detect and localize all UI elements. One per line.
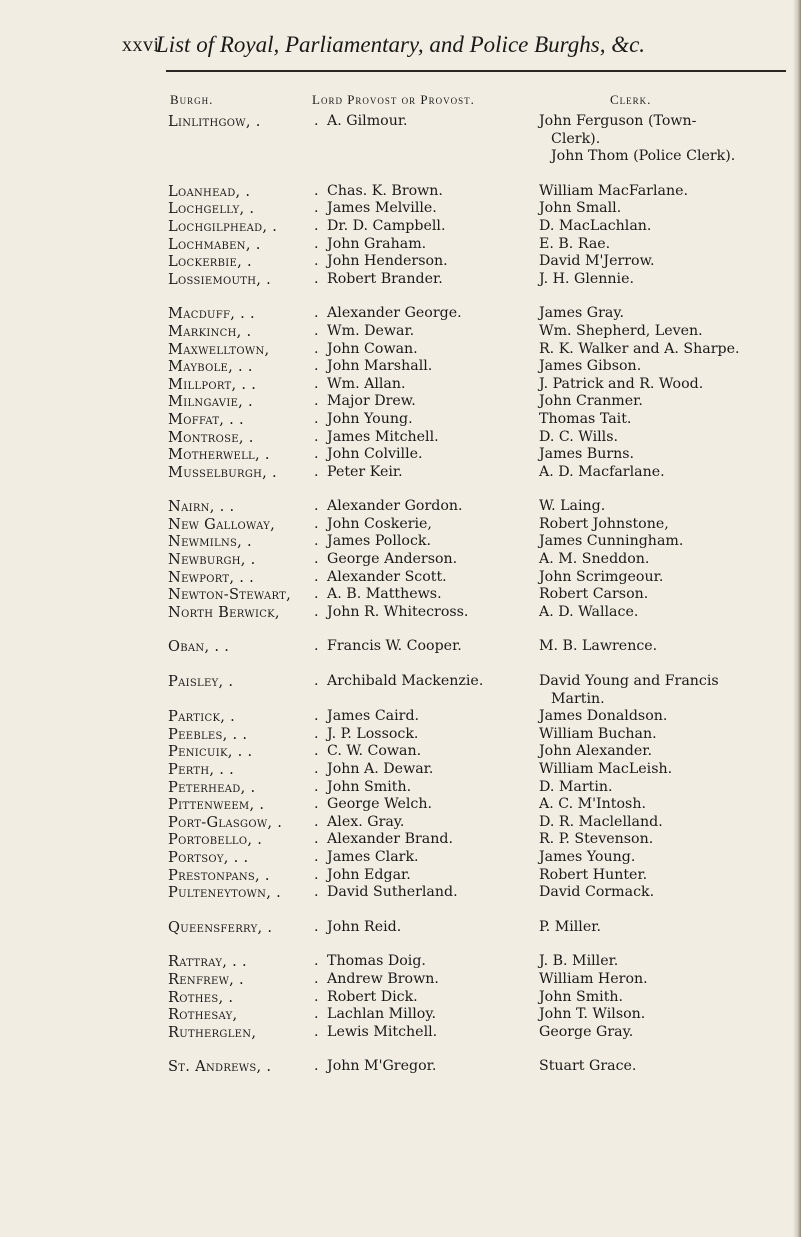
- provost-name: . Robert Brander.: [310, 271, 539, 289]
- table-row: [168, 236, 798, 254]
- burgh-name: Newport, . .: [168, 568, 255, 586]
- clerk-name: John Small.: [539, 200, 622, 217]
- table-row: [168, 1024, 798, 1042]
- clerk-name: Robert Johnstone,: [539, 515, 669, 532]
- table-row: [168, 218, 798, 236]
- clerk-name: James Young.: [539, 848, 636, 865]
- clerk-name: W. Laing.: [539, 498, 606, 515]
- table-row: [168, 989, 798, 1007]
- table-row: [168, 183, 798, 201]
- clerk-name: J. H. Glennie.: [539, 270, 634, 287]
- clerk-name: J. Patrick and R. Wood.: [539, 375, 704, 392]
- burgh-name: Macduff, . .: [168, 305, 255, 323]
- clerk-name: John Smith.: [539, 988, 624, 1005]
- burgh-name: Moffat, . .: [168, 410, 244, 428]
- table-row: [168, 743, 798, 761]
- burgh-name: Milngavie, .: [168, 393, 253, 411]
- provost-name: . Alexander Gordon.: [310, 498, 539, 516]
- table-row: [168, 551, 798, 569]
- provost-name: . Peter Keir.: [310, 464, 539, 482]
- burgh-name: Lochgelly, .: [168, 200, 255, 218]
- clerk-name: David Cormack.: [539, 884, 655, 901]
- clerk-name: John T. Wilson.: [539, 1006, 646, 1023]
- group-spacer: [168, 621, 798, 638]
- table-row: [168, 358, 798, 376]
- provost-name: . Alexander Scott.: [310, 569, 539, 587]
- provost-name: . Alexander Brand.: [310, 831, 539, 849]
- table-row: [168, 849, 798, 867]
- burgh-name: Paisley, .: [168, 673, 234, 691]
- table-row: [168, 323, 798, 341]
- clerk-name: A. D. Macfarlane.: [539, 463, 665, 480]
- provost-name: . James Caird.: [310, 708, 539, 726]
- clerk-name: P. Miller.: [539, 918, 601, 935]
- running-header: [0, 34, 801, 64]
- burgh-name: Musselburgh, .: [168, 463, 277, 481]
- burgh-group: [168, 673, 798, 902]
- burgh-group: [168, 113, 798, 166]
- table-row: [168, 569, 798, 587]
- page-number: xxvi: [122, 34, 160, 56]
- header-rule: [166, 70, 786, 72]
- provost-name-empty: [310, 131, 539, 149]
- provost-name: . David Sutherland.: [310, 884, 539, 902]
- clerk-name: M. B. Lawrence.: [539, 638, 658, 655]
- provost-name: . George Welch.: [310, 796, 539, 814]
- burgh-group: [168, 305, 798, 481]
- burgh-name: Partick, .: [168, 708, 236, 726]
- provost-name: . Major Drew.: [310, 393, 539, 411]
- burgh-name-empty: [168, 131, 310, 149]
- table-row: [168, 814, 798, 832]
- table-row: [168, 884, 798, 902]
- clerk-name: William MacFarlane.: [539, 182, 688, 199]
- clerk-name: D. Martin.: [539, 778, 613, 795]
- burgh-name: Maxwelltown,: [168, 340, 270, 358]
- table-row: [168, 1058, 798, 1076]
- clerk-name: Clerk).: [551, 130, 601, 147]
- burgh-name: Peterhead, .: [168, 778, 256, 796]
- burgh-name: Renfrew, .: [168, 970, 245, 988]
- clerk-name: William Heron.: [539, 970, 648, 987]
- burgh-group: [168, 1058, 798, 1076]
- clerk-name: James Gibson.: [539, 358, 642, 375]
- provost-name: . James Melville.: [310, 200, 539, 218]
- burgh-name: Loanhead, .: [168, 182, 251, 200]
- burgh-name: Peebles, . .: [168, 725, 248, 743]
- burgh-group: [168, 919, 798, 937]
- burgh-group: [168, 183, 798, 289]
- burgh-name: Lossiemouth, .: [168, 270, 272, 288]
- table-row: [168, 253, 798, 271]
- clerk-name: R. K. Walker and A. Sharpe.: [539, 340, 740, 357]
- provost-name: . John Edgar.: [310, 867, 539, 885]
- clerk-name: John Alexander.: [539, 743, 652, 760]
- provost-name: . John Young.: [310, 411, 539, 429]
- burgh-name: Lochmaben, .: [168, 235, 261, 253]
- clerk-name: D. C. Wills.: [539, 428, 618, 445]
- column-header-burgh: Burgh.: [170, 92, 214, 107]
- provost-name: . George Anderson.: [310, 551, 539, 569]
- group-spacer: [168, 166, 798, 183]
- group-spacer: [168, 656, 798, 673]
- burgh-name: Pulteneytown, .: [168, 884, 282, 902]
- burgh-name: Portobello, .: [168, 831, 263, 849]
- provost-name: . Wm. Allan.: [310, 376, 539, 394]
- provost-name: . John Smith.: [310, 779, 539, 797]
- provost-name: . John M'Gregor.: [310, 1058, 539, 1076]
- table-row: [168, 271, 798, 289]
- burgh-name: Oban, . .: [168, 638, 230, 656]
- table-row: [168, 796, 798, 814]
- group-spacer: [168, 902, 798, 919]
- burgh-name: New Galloway,: [168, 515, 276, 533]
- burgh-name: Port-Glasgow, .: [168, 813, 283, 831]
- provost-name: . John A. Dewar.: [310, 761, 539, 779]
- table-row: [168, 393, 798, 411]
- clerk-name: D. R. Maclelland.: [539, 813, 663, 830]
- burgh-name: Rutherglen,: [168, 1023, 257, 1041]
- clerk-name: Wm. Shepherd, Leven.: [539, 322, 703, 339]
- table-row: [168, 604, 798, 622]
- column-header-clerk: Clerk.: [610, 92, 652, 107]
- provost-name: . Lachlan Milloy.: [310, 1006, 539, 1024]
- clerk-name: A. M. Sneddon.: [539, 551, 650, 568]
- table-row: [168, 726, 798, 744]
- clerk-name: John Thom (Police Clerk).: [551, 148, 736, 165]
- table-row: [168, 779, 798, 797]
- clerk-name: Robert Carson.: [539, 586, 649, 603]
- burgh-group: [168, 953, 798, 1041]
- clerk-name: James Cunningham.: [539, 533, 684, 550]
- table-row: [168, 341, 798, 359]
- provost-name: . C. W. Cowan.: [310, 743, 539, 761]
- burgh-table: [168, 113, 798, 1076]
- burgh-name: Lockerbie, .: [168, 253, 252, 271]
- clerk-name: James Burns.: [539, 446, 635, 463]
- burgh-name: Montrose, .: [168, 428, 254, 446]
- burgh-name: Newmilns, .: [168, 533, 252, 551]
- provost-name: . James Pollock.: [310, 533, 539, 551]
- burgh-group: [168, 638, 798, 656]
- burgh-name: Linlithgow, .: [168, 113, 261, 130]
- provost-name-empty: [310, 691, 539, 709]
- table-row: [168, 498, 798, 516]
- clerk-name: Thomas Tait.: [539, 410, 632, 427]
- table-row-continuation: [168, 131, 798, 149]
- provost-name: . John Cowan.: [310, 341, 539, 359]
- provost-name: . A. Gilmour.: [310, 113, 539, 131]
- burgh-name: Markinch, .: [168, 322, 252, 340]
- clerk-name: John Scrimgeour.: [539, 568, 664, 585]
- burgh-name: Newton-Stewart,: [168, 586, 292, 604]
- burgh-name: Rothesay,: [168, 1006, 238, 1024]
- table-row: [168, 446, 798, 464]
- provost-name: . Thomas Doig.: [310, 953, 539, 971]
- clerk-name: John Ferguson (Town-: [539, 113, 697, 129]
- provost-name: . John R. Whitecross.: [310, 604, 539, 622]
- table-row: [168, 200, 798, 218]
- clerk-name: Robert Hunter.: [539, 866, 648, 883]
- provost-name: . Andrew Brown.: [310, 971, 539, 989]
- provost-name: . A. B. Matthews.: [310, 586, 539, 604]
- burgh-name: Maybole, . .: [168, 358, 253, 376]
- burgh-name: North Berwick,: [168, 603, 280, 621]
- clerk-name: R. P. Stevenson.: [539, 831, 654, 848]
- table-row: [168, 673, 798, 691]
- burgh-name: Rattray, . .: [168, 953, 247, 971]
- clerk-name: J. B. Miller.: [539, 953, 619, 970]
- column-header-provost: Lord Provost or Provost.: [312, 92, 475, 107]
- burgh-name: Newburgh, .: [168, 551, 256, 569]
- table-row: [168, 1006, 798, 1024]
- running-title: List of Royal, Parliamentary, and Police Burghs, &c.: [155, 32, 646, 57]
- clerk-name: D. MacLachlan.: [539, 217, 652, 234]
- burgh-name: St. Andrews, .: [168, 1058, 272, 1076]
- burgh-name: Millport, . .: [168, 375, 257, 393]
- table-row: [168, 411, 798, 429]
- provost-name: . John Colville.: [310, 446, 539, 464]
- provost-name: . Lewis Mitchell.: [310, 1024, 539, 1042]
- group-spacer: [168, 1041, 798, 1058]
- table-row: [168, 761, 798, 779]
- burgh-name: Portsoy, . .: [168, 848, 249, 866]
- burgh-name-empty: [168, 148, 310, 166]
- table-row: [168, 305, 798, 323]
- burgh-name: Rothes, .: [168, 988, 234, 1006]
- provost-name: . John Henderson.: [310, 253, 539, 271]
- provost-name: . Chas. K. Brown.: [310, 183, 539, 201]
- provost-name: . Dr. D. Campbell.: [310, 218, 539, 236]
- burgh-group: [168, 498, 798, 621]
- clerk-name: James Donaldson.: [539, 708, 668, 725]
- clerk-name: George Gray.: [539, 1023, 634, 1040]
- burgh-name: Motherwell, .: [168, 446, 270, 464]
- provost-name: . James Clark.: [310, 849, 539, 867]
- provost-name: . Francis W. Cooper.: [310, 638, 539, 656]
- table-row: [168, 708, 798, 726]
- provost-name-empty: [310, 148, 539, 166]
- clerk-name: William Buchan.: [539, 725, 657, 742]
- clerk-name: David M'Jerrow.: [539, 253, 655, 270]
- clerk-name: William MacLeish.: [539, 761, 673, 777]
- group-spacer: [168, 481, 798, 498]
- group-spacer: [168, 936, 798, 953]
- clerk-name: David Young and Francis: [539, 673, 719, 690]
- burgh-name: Lochgilphead, .: [168, 217, 278, 235]
- provost-name: . J. P. Lossock.: [310, 726, 539, 744]
- burgh-name-empty: [168, 691, 310, 709]
- clerk-name: Stuart Grace.: [539, 1058, 637, 1075]
- table-row: [168, 464, 798, 482]
- burgh-name: Queensferry, .: [168, 918, 273, 936]
- clerk-name: John Cranmer.: [539, 393, 643, 410]
- provost-name: . Alex. Gray.: [310, 814, 539, 832]
- provost-name: . Alexander George.: [310, 305, 539, 323]
- burgh-name: Nairn, . .: [168, 498, 235, 516]
- table-row: [168, 586, 798, 604]
- clerk-name: E. B. Rae.: [539, 235, 611, 252]
- burgh-name: Pittenweem, .: [168, 796, 265, 814]
- table-row-continuation: [168, 691, 798, 709]
- table-row: [168, 113, 798, 131]
- table-row: [168, 533, 798, 551]
- table-row: [168, 867, 798, 885]
- table-row: [168, 429, 798, 447]
- clerk-name: James Gray.: [539, 305, 624, 322]
- table-row: [168, 831, 798, 849]
- clerk-name: A. D. Wallace.: [539, 603, 639, 620]
- table-row: [168, 376, 798, 394]
- burgh-name: Penicuik, . .: [168, 743, 253, 761]
- provost-name: . John Reid.: [310, 919, 539, 937]
- table-row: [168, 971, 798, 989]
- provost-name: . John Coskerie,: [310, 516, 539, 534]
- provost-name: . Robert Dick.: [310, 989, 539, 1007]
- burgh-name: Perth, . .: [168, 761, 235, 778]
- table-row-continuation: [168, 148, 798, 166]
- clerk-name: Martin.: [551, 690, 605, 707]
- table-row: [168, 638, 798, 656]
- provost-name: . John Graham.: [310, 236, 539, 254]
- table-row: [168, 953, 798, 971]
- clerk-name: A. C. M'Intosh.: [539, 796, 646, 813]
- provost-name: . John Marshall.: [310, 358, 539, 376]
- table-row: [168, 919, 798, 937]
- burgh-name: Prestonpans, .: [168, 866, 270, 884]
- table-row: [168, 516, 798, 534]
- provost-name: . Archibald Mackenzie.: [310, 673, 539, 691]
- group-spacer: [168, 288, 798, 305]
- provost-name: . James Mitchell.: [310, 429, 539, 447]
- provost-name: . Wm. Dewar.: [310, 323, 539, 341]
